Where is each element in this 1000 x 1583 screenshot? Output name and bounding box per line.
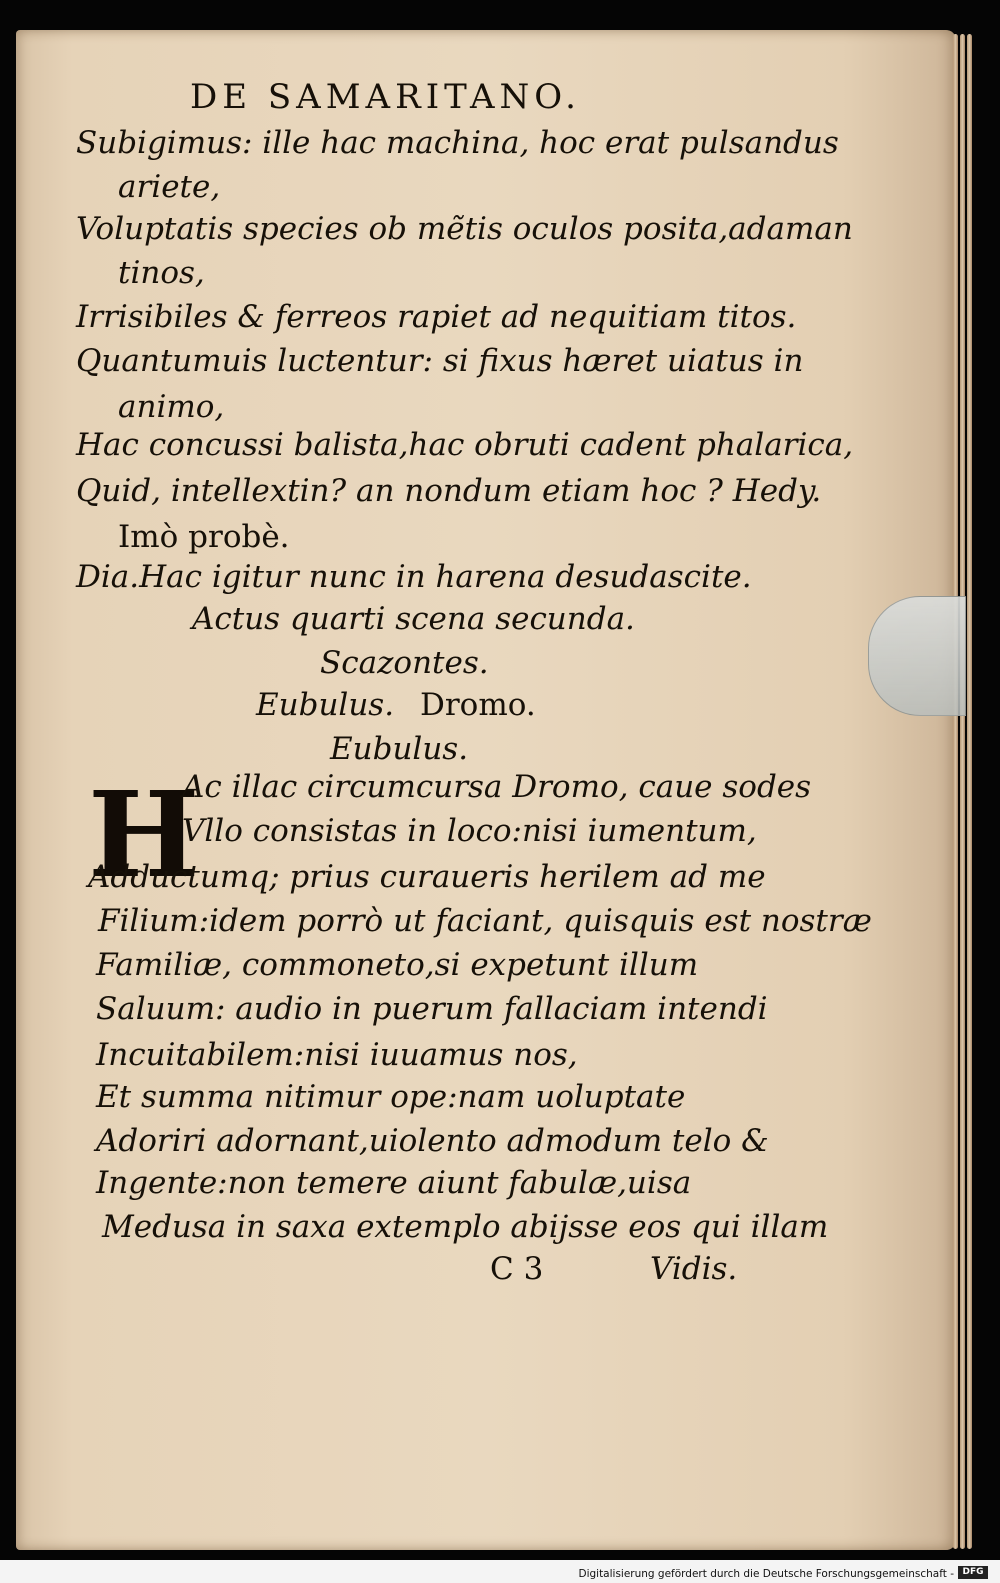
speaker-name: Eubulus. [330,731,469,767]
drop-cap: H [88,765,200,904]
person-name: Eubulus. [256,687,395,723]
text-line: Imò probè. [118,519,290,555]
text-line: ariete, [118,169,221,205]
page-edge [953,34,958,1549]
scene-heading: Actus quarti scena secunda. [192,601,635,637]
text-line: Hac concussi balista,hac obruti cadent phalarica, [76,427,854,463]
dfg-logo: DFG [958,1566,988,1579]
signature-mark: C 3 [490,1251,544,1287]
verse-line: Filium:idem porrò ut faciant, quisquis est nostræ [98,903,872,939]
meter-label: Scazontes. [320,645,489,681]
verse-line: Medusa in saxa extemplo abijsse eos qui illam [102,1209,829,1245]
verse-line: Ingente:non temere aiunt fabulæ,uisa [96,1165,692,1201]
text-line: Quid, intellextin? an nondum etiam hoc ? Hedy. [76,473,822,509]
verse-line: Familiæ, commoneto,si expetunt illum [96,947,699,983]
text-line: Irrisibiles & ferreos rapiet ad nequitiam titos. [76,299,797,335]
verse-line: Adductumq; prius curaueris herilem ad me [88,859,766,895]
text-line: Dia.Hac igitur nunc in harena desudascite. [76,559,752,595]
verse-line: Et summa nitimur ope:nam uoluptate [96,1079,686,1115]
running-head: DE SAMARITANO. [190,77,581,117]
page-edge [960,34,965,1549]
page-clip [868,596,966,716]
person-name: Dromo. [420,687,536,723]
verse-line: Adoriri adornant,uiolento admodum telo & [96,1123,769,1159]
text-line: tinos, [118,255,205,291]
verse-line: Incuitabilem:nisi iuuamus nos, [96,1037,578,1073]
verse-line: Saluum: audio in puerum fallaciam intendi [96,991,768,1027]
text-line: Quantumuis luctentur: si fixus hæret uiatus in [76,343,804,379]
footer-credit: Digitalisierung gefördert durch die Deutsche Forschungsgemeinschaft - [578,1568,954,1580]
page-edge [967,34,972,1549]
text-line: animo, [118,389,225,425]
verse-line: Vllo consistas in loco:nisi iumentum, [182,813,757,849]
catchword: Vidis. [650,1251,738,1287]
text-line: Voluptatis species ob mẽtis oculos posita,adaman [76,211,853,247]
verse-line: Ac illac circumcursa Dromo, caue sodes [182,769,812,805]
text-line: Subigimus: ille hac machina, hoc erat pulsandus [76,125,839,161]
